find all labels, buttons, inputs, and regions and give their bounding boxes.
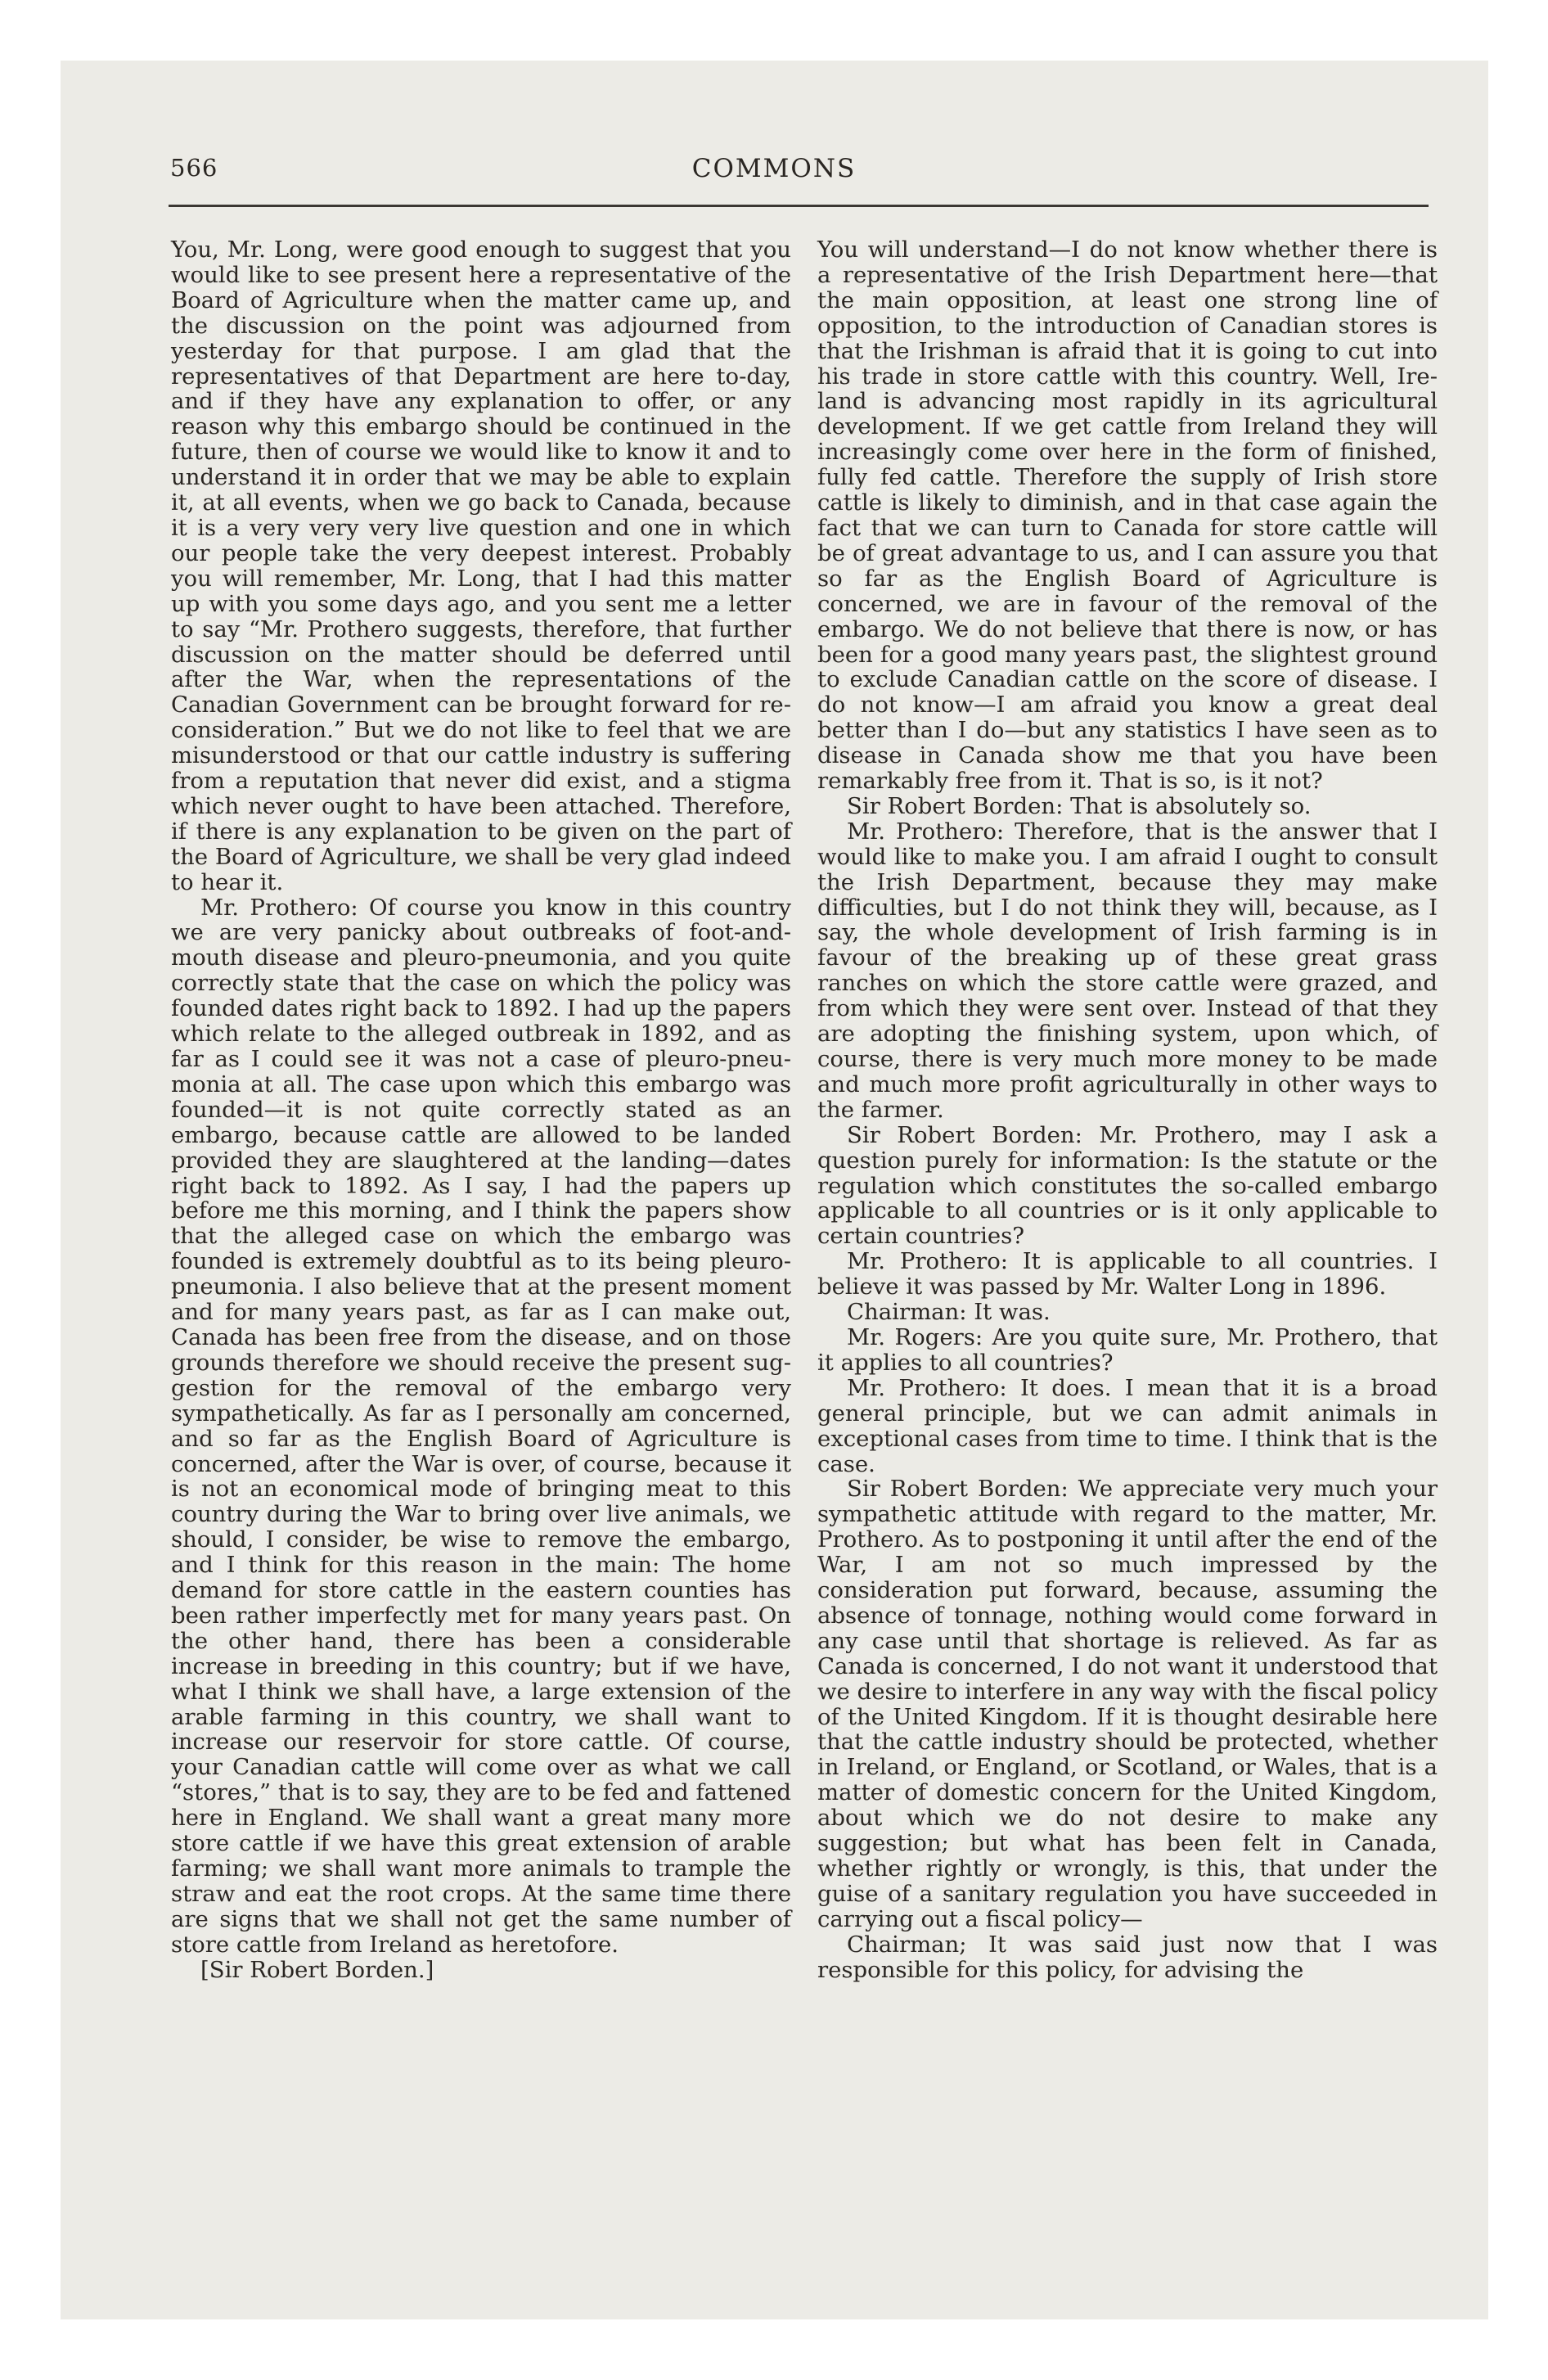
page-number: 566 [170, 154, 218, 182]
paragraph: You, Mr. Long, were good enough to suggest that you would like to see present here a representative of the Board of Agriculture when the matter came up, and the discussion on the point was adjourned from yesterday for that purpose. I am glad that the representatives of that Department are here to-day, and if they have any explanation to offer, or any reason why this embargo should be continued in the future, then of course we would like to know it and to understand it in order that we may be able to explain it, at all events, when we go back to Canada, because it is a very very very live question and one in which our people take the very deepest interest. Probably you will remember, Mr. Long, that I had this matter up with you some days ago, and you sent me a letter to say “Mr. Prothero suggests, therefore, that further discussion on the matter should be deferred until after the War, when the representations of the Canadian Government can be brought forward for reconsideration.” But we do not like to feel that we are misunderstood or that our cattle industry is suffering from a reputation that never did exist, and a stigma which never ought to have been attached. Therefore, if there is any explanation to be given on the part of the Board of Agriculture, we shall be very glad indeed to hear it. [171, 237, 791, 895]
paragraph: Chairman: It was. [847, 1299, 1051, 1326]
paragraph: Sir Robert Borden: That is absolutely so. [847, 792, 1312, 819]
speaker-signature: [Sir Robert Borden.] [200, 1956, 434, 1983]
paragraph: Mr. Rogers: Are you quite sure, Mr. Prothero, that it applies to all countries? [817, 1323, 1438, 1376]
left-column [171, 237, 791, 1983]
right-column [817, 237, 1438, 1983]
paragraph: Mr. Prothero: Therefore, that is the answer that I would like to make you. I am afraid I ought to consult the Irish Department, because they may make difficulties, but I do not think they will, because, as I say, the whole development of Irish farming is in favour of the breaking up of these great grass ranches on which the store cattle were grazed, and from which they were sent over. Instead of that they are adopting the finishing system, upon which, of course, there is very much more money to be made and much more profit agriculturally in other ways to the farmer. [817, 818, 1438, 1123]
paragraph: Mr. Prothero: It is applicable to all countries. I believe it was passed by Mr. Walter Long in 1896. [817, 1248, 1438, 1300]
paragraph: Sir Robert Borden: We appreciate very much your sympathetic attitude with regard to the matter, Mr. Prothero. As to postponing it until after the end of the War, I am not so much impressed by the consideration put forward, because, assuming the absence of tonnage, nothing would come forward in any case until that shortage is relieved. As far as Canada is concerned, I do not want it understood that we desire to interfere in any way with the fiscal policy of the United Kingdom. If it is thought desirable here that the cattle industry should be protected, whether in Ireland, or England, or Scotland, or Wales, that is a matter of domestic concern for the United Kingdom, about which we do not desire to make any suggestion; but what has been felt in Canada, whether rightly or wrongly, is this, that under the guise of a sanitary regulation you have succeeded in carrying out a fiscal policy— [817, 1476, 1438, 1932]
paragraph: Sir Robert Borden: Mr. Prothero, may I ask a question purely for information: Is the statute or the regulation which constitutes the so-called embargo applicable to all countries or is it only applicable to certain countries? [817, 1121, 1438, 1250]
paragraph: Mr. Prothero: It does. I mean that it is a broad general principle, but we can admit animals in exceptional cases from time to time. I think that is the case. [817, 1374, 1438, 1477]
header-rule [169, 205, 1429, 207]
paragraph: Chairman; It was said just now that I was responsible for this policy, for advising the [817, 1931, 1438, 1983]
paragraph: Mr. Prothero: Of course you know in this country we are very panicky about outbreaks of foot-and-mouth disease and pleuro-pneumonia, and you quite correctly state that the case on which the policy was founded dates right back to 1892. I had up the papers which relate to the alleged outbreak in 1892, and as far as I could see it was not a case of pleuro-pneumonia at all. The case upon which this embargo was founded—it is not quite correctly stated as an embargo, because cattle are allowed to be landed provided they are slaughtered at the landing—dates right back to 1892. As I say, I had the papers up before me this morning, and I think the papers show that the alleged case on which the embargo was founded is extremely doubtful as to its being pleuro-pneumonia. I also believe that at the present moment and for many years past, as far as I can make out, Canada has been free from the disease, and on those grounds therefore we should receive the present suggestion for the removal of the embargo very sympathetically. As far as I personally am concerned, and so far as the English Board of Agriculture is concerned, after the War is over, of course, because it is not an economical mode of bringing meat to this country during the War to bring over live animals, we should, I consider, be wise to remove the embargo, and I think for this reason in the main: The home demand for store cattle in the eastern counties has been rather imperfectly met for many years past. On the other hand, there has been a considerable increase in breeding in this country; but if we have, what I think we shall have, a large extension of the arable farming in this country, we shall want to increase our reservoir for store cattle. Of course, your Canadian cattle will come over as what we call “stores,” that is to say, they are to be fed and fattened here in England. We shall want a great many more store cattle if we have this great extension of arable farming; we shall want more animals to trample the straw and eat the root crops. At the same time there are signs that we shall not get the same number of store cattle from Ireland as heretofore. [171, 894, 791, 1958]
paragraph: You will understand—I do not know whether there is a representative of the Irish Department here—that the main opposition, at least one strong line of opposition, to the introduction of Canadian stores is that the Irishman is afraid that it is going to cut into his trade in store cattle with this country. Well, Ireland is advancing most rapidly in its agricultural development. If we get cattle from Ireland they will increasingly come over here in the form of finished, fully fed cattle. Therefore the supply of Irish store cattle is likely to diminish, and in that case again the fact that we can turn to Canada for store cattle will be of great advantage to us, and I can assure you that so far as the English Board of Agriculture is concerned, we are in favour of the removal of the embargo. We do not believe that there is now, or has been for a good many years past, the slightest ground to exclude Canadian cattle on the score of disease. I do not know—I am afraid you know a great deal better than I do—but any statistics I have seen as to disease in Canada show me that you have been remarkably free from it. That is so, is it not? [817, 237, 1438, 795]
running-head: COMMONS [691, 154, 857, 183]
